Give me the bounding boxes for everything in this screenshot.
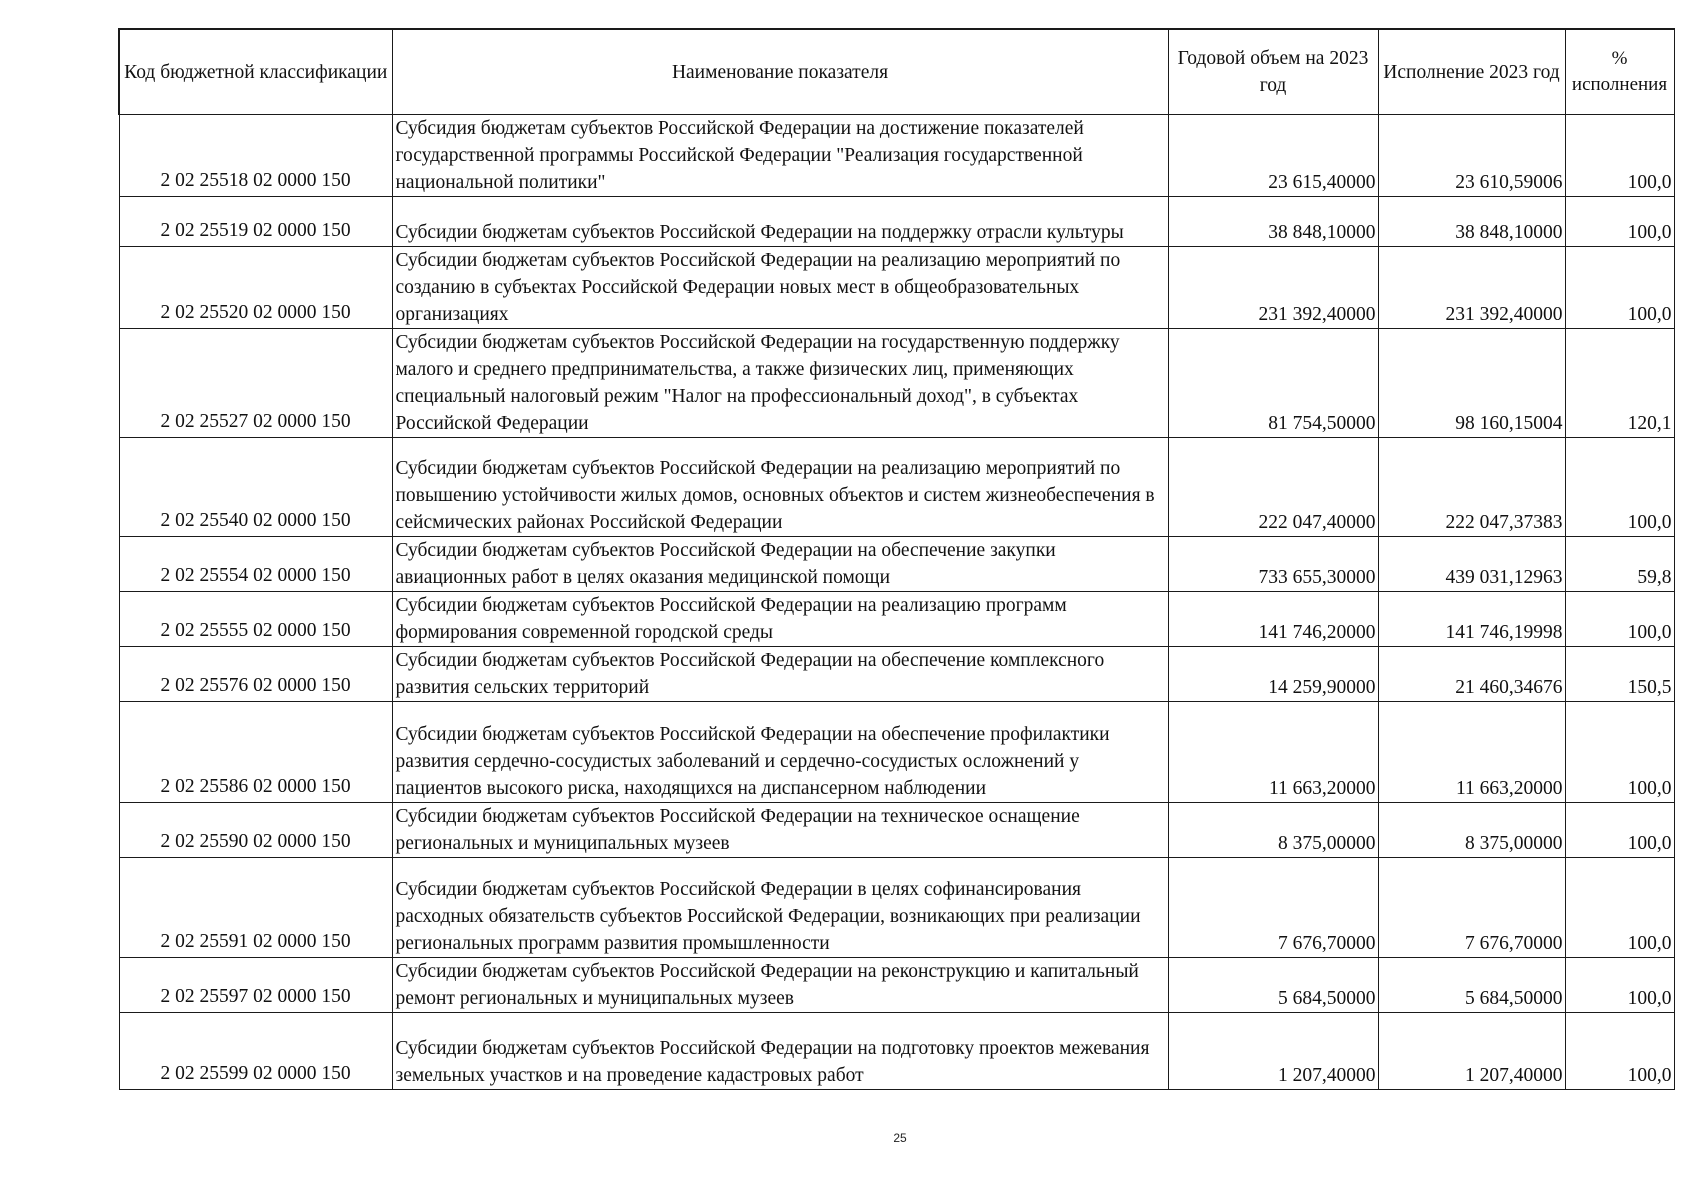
budget-code-cell: 2 02 25590 02 0000 150	[119, 803, 392, 858]
indicator-name-cell: Субсидии бюджетам субъектов Российской Федерации на подготовку проектов межевания земельных участков и на проведение кадастровых работ	[392, 1013, 1168, 1090]
budget-code-cell: 2 02 25597 02 0000 150	[119, 958, 392, 1013]
annual-volume-cell: 222 047,40000	[1168, 438, 1378, 537]
indicator-name-cell: Субсидии бюджетам субъектов Российской Федерации на государственную поддержку малого и среднего предпринимательства, а также физических лиц, применяющих специальный налоговый режим "Налог на профессиональный доход", в субъектах Российской Федерации	[392, 329, 1168, 438]
header-indicator-name: Наименование показателя	[392, 29, 1168, 115]
header-execution: Исполнение 2023 год	[1378, 29, 1565, 115]
header-percent-execution: % исполнения	[1565, 29, 1674, 115]
budget-code-cell: 2 02 25540 02 0000 150	[119, 438, 392, 537]
indicator-name-cell: Субсидии бюджетам субъектов Российской Федерации в целях софинансирования расходных обязательств субъектов Российской Федерации, возникающих при реализации региональных программ развития промышленности	[392, 858, 1168, 958]
execution-cell: 8 375,00000	[1378, 803, 1565, 858]
table-header-row	[119, 29, 1674, 115]
table-row	[119, 1013, 1674, 1090]
percent-execution-cell: 100,0	[1565, 858, 1674, 958]
indicator-name-cell: Субсидии бюджетам субъектов Российской Федерации на обеспечение закупки авиационных работ в целях оказания медицинской помощи	[392, 537, 1168, 592]
percent-execution-cell: 100,0	[1565, 247, 1674, 329]
budget-code-cell: 2 02 25554 02 0000 150	[119, 537, 392, 592]
execution-cell: 231 392,40000	[1378, 247, 1565, 329]
budget-code-cell: 2 02 25586 02 0000 150	[119, 702, 392, 803]
indicator-name-cell: Субсидии бюджетам субъектов Российской Федерации на реконструкцию и капитальный ремонт региональных и муниципальных музеев	[392, 958, 1168, 1013]
execution-cell: 439 031,12963	[1378, 537, 1565, 592]
header-budget-code: Код бюджетной классификации	[119, 29, 392, 115]
indicator-name-cell: Субсидии бюджетам субъектов Российской Федерации на обеспечение комплексного развития сельских территорий	[392, 647, 1168, 702]
annual-volume-cell: 141 746,20000	[1168, 592, 1378, 647]
table-row	[119, 329, 1674, 438]
indicator-name-cell: Субсидии бюджетам субъектов Российской Федерации на реализацию мероприятий по созданию в субъектах Российской Федерации новых мест в общеобразовательных организациях	[392, 247, 1168, 329]
execution-cell: 98 160,15004	[1378, 329, 1565, 438]
indicator-name-cell: Субсидии бюджетам субъектов Российской Федерации на поддержку отрасли культуры	[392, 197, 1168, 247]
annual-volume-cell: 5 684,50000	[1168, 958, 1378, 1013]
budget-execution-table	[118, 28, 1675, 1090]
percent-execution-cell: 100,0	[1565, 197, 1674, 247]
annual-volume-cell: 733 655,30000	[1168, 537, 1378, 592]
execution-cell: 141 746,19998	[1378, 592, 1565, 647]
annual-volume-cell: 7 676,70000	[1168, 858, 1378, 958]
table-row	[119, 247, 1674, 329]
execution-cell: 38 848,10000	[1378, 197, 1565, 247]
indicator-name-cell: Субсидии бюджетам субъектов Российской Федерации на техническое оснащение региональных и муниципальных музеев	[392, 803, 1168, 858]
budget-code-cell: 2 02 25518 02 0000 150	[119, 115, 392, 197]
budget-code-cell: 2 02 25555 02 0000 150	[119, 592, 392, 647]
table-row	[119, 537, 1674, 592]
table-row	[119, 115, 1674, 197]
budget-code-cell: 2 02 25519 02 0000 150	[119, 197, 392, 247]
indicator-name-cell: Субсидии бюджетам субъектов Российской Федерации на реализацию программ формирования современной городской среды	[392, 592, 1168, 647]
percent-execution-cell: 100,0	[1565, 702, 1674, 803]
indicator-name-cell: Субсидии бюджетам субъектов Российской Федерации на реализацию мероприятий по повышению устойчивости жилых домов, основных объектов и систем жизнеобеспечения в сейсмических районах Российской Федерации	[392, 438, 1168, 537]
indicator-name-cell: Субсидия бюджетам субъектов Российской Федерации на достижение показателей государственной программы Российской Федерации "Реализация государственной национальной политики"	[392, 115, 1168, 197]
percent-execution-cell: 100,0	[1565, 592, 1674, 647]
percent-execution-cell: 100,0	[1565, 115, 1674, 197]
budget-code-cell: 2 02 25520 02 0000 150	[119, 247, 392, 329]
annual-volume-cell: 1 207,40000	[1168, 1013, 1378, 1090]
budget-code-cell: 2 02 25576 02 0000 150	[119, 647, 392, 702]
percent-execution-cell: 100,0	[1565, 958, 1674, 1013]
percent-execution-cell: 59,8	[1565, 537, 1674, 592]
percent-execution-cell: 120,1	[1565, 329, 1674, 438]
execution-cell: 7 676,70000	[1378, 858, 1565, 958]
annual-volume-cell: 231 392,40000	[1168, 247, 1378, 329]
indicator-name-cell: Субсидии бюджетам субъектов Российской Федерации на обеспечение профилактики развития сердечно-сосудистых заболеваний и сердечно-сосудистых осложнений у пациентов высокого риска, находящихся на диспансерном наблюдении	[392, 702, 1168, 803]
execution-cell: 11 663,20000	[1378, 702, 1565, 803]
budget-code-cell: 2 02 25591 02 0000 150	[119, 858, 392, 958]
execution-cell: 222 047,37383	[1378, 438, 1565, 537]
annual-volume-cell: 11 663,20000	[1168, 702, 1378, 803]
annual-volume-cell: 8 375,00000	[1168, 803, 1378, 858]
table-row	[119, 803, 1674, 858]
annual-volume-cell: 81 754,50000	[1168, 329, 1378, 438]
page-number: 25	[893, 1131, 907, 1145]
annual-volume-cell: 23 615,40000	[1168, 115, 1378, 197]
execution-cell: 21 460,34676	[1378, 647, 1565, 702]
execution-cell: 1 207,40000	[1378, 1013, 1565, 1090]
percent-execution-cell: 100,0	[1565, 803, 1674, 858]
budget-code-cell: 2 02 25599 02 0000 150	[119, 1013, 392, 1090]
table-row	[119, 647, 1674, 702]
percent-execution-cell: 150,5	[1565, 647, 1674, 702]
table-row	[119, 438, 1674, 537]
budget-code-cell: 2 02 25527 02 0000 150	[119, 329, 392, 438]
percent-execution-cell: 100,0	[1565, 1013, 1674, 1090]
percent-execution-cell: 100,0	[1565, 438, 1674, 537]
table-row	[119, 958, 1674, 1013]
annual-volume-cell: 14 259,90000	[1168, 647, 1378, 702]
table-row	[119, 702, 1674, 803]
header-annual-volume: Годовой объем на 2023 год	[1168, 29, 1378, 115]
execution-cell: 23 610,59006	[1378, 115, 1565, 197]
table-row	[119, 858, 1674, 958]
annual-volume-cell: 38 848,10000	[1168, 197, 1378, 247]
table-row	[119, 592, 1674, 647]
table-row	[119, 197, 1674, 247]
execution-cell: 5 684,50000	[1378, 958, 1565, 1013]
